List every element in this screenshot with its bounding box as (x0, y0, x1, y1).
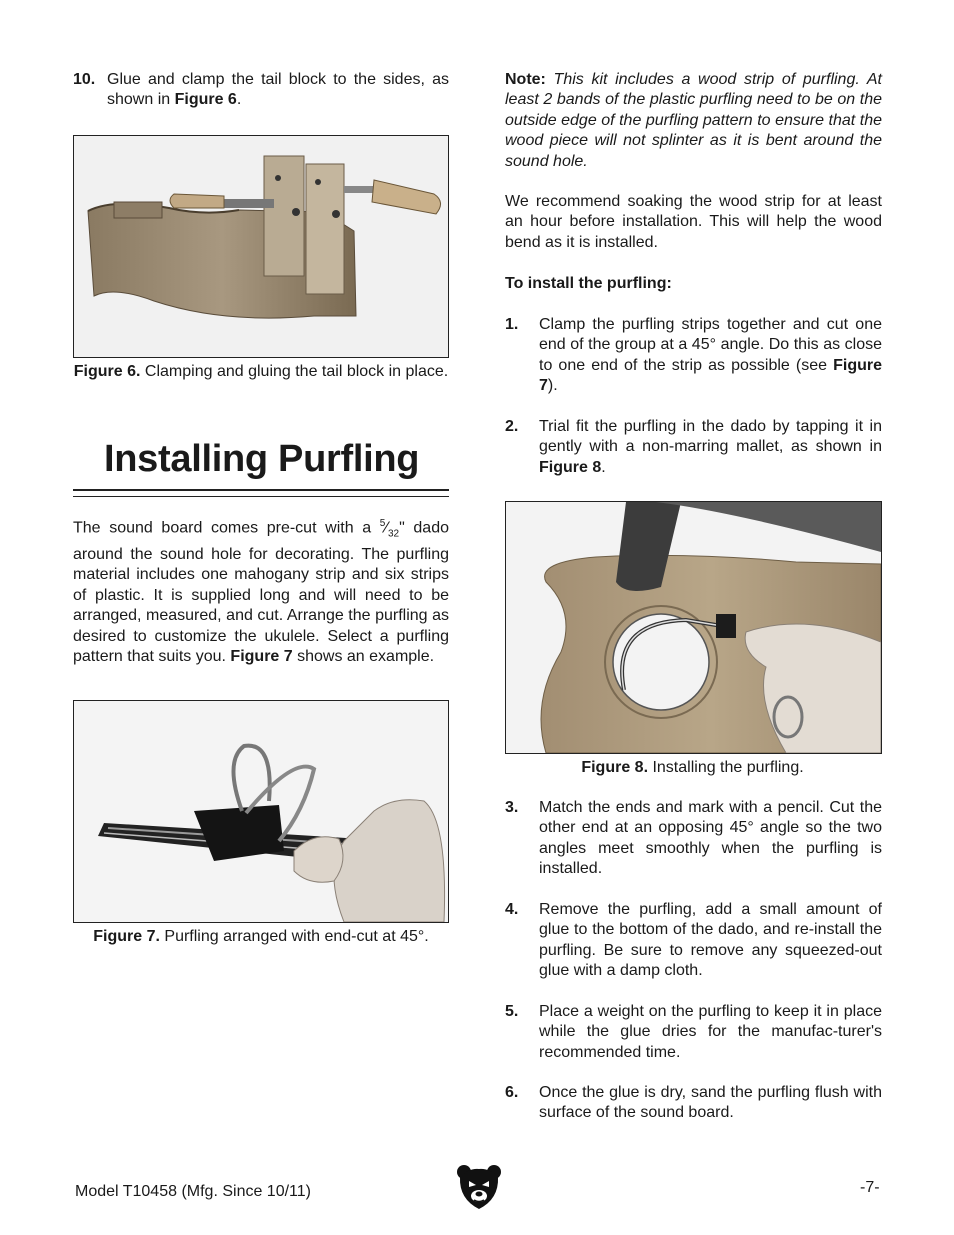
footer-page-number: -7- (860, 1179, 880, 1196)
step-text: Remove the purfling, add a small amount of glue to the bottom of the dado, and re-install the purfling. Be sure to remove any squeezed-out glue with a damp cloth. (539, 901, 882, 980)
step-number: 3. (505, 799, 519, 816)
intro-paragraph: The sound board comes pre-cut with a $^5⁄_{32}$" dado around the sound hole for decorating. The purfling material includes one mahogany strip and six strips of plastic. It is supplied long and will need to be arranged, measured, and cut. Arrange the purfling as desired to customize the ukulele. Select a purfling pattern that suits you. Figure 7 shows an example. (73, 518, 449, 665)
figure-6-caption: Figure 6. Clamping and gluing the tail block in place. (73, 363, 449, 380)
step-number: 2. (505, 418, 519, 435)
figure-label: Figure 6. (73, 363, 141, 380)
step-number: 5. (505, 1003, 519, 1020)
step-number: 6. (505, 1084, 519, 1101)
step-text: Place a weight on the purfling to keep it in place while the glue dries for the manufac-turer's recommended time. (539, 1003, 882, 1061)
figure-label: Figure 7. (93, 928, 160, 945)
figure-reference: Figure 6 (174, 91, 237, 109)
figure-reference: Figure 8 (539, 458, 602, 476)
fraction-denominator: 32 (387, 528, 400, 540)
step-number: 10. (73, 71, 96, 88)
title-bottom-rule (73, 496, 449, 497)
step-2 (505, 417, 882, 479)
step-6 (505, 1083, 882, 1125)
figure-reference: Figure 7 (539, 356, 882, 395)
step-text: Clamp the purfling strips together and cut one end of the group at a 45° angle. Do this as close to one end of the strip as possible (see Figure 7). (539, 316, 882, 395)
step-text: Once the glue is dry, sand the purfling flush with surface of the sound board. (539, 1084, 882, 1122)
step-text: Trial fit the purfling in the dado by tapping it in gently with a non-marring mallet, as shown in Figure 8. (539, 418, 882, 476)
step-number: 4. (505, 901, 519, 918)
figure-8-photo (505, 501, 882, 754)
step-3 (505, 798, 882, 880)
step-number: 1. (505, 316, 519, 333)
section-title: Installing Purfling (104, 438, 420, 480)
note-label: Note: (505, 71, 546, 88)
title-top-rule (73, 489, 449, 491)
figure-6-photo (73, 135, 449, 358)
fraction-numerator: 5 (379, 518, 386, 529)
figure-reference: Figure 7 (230, 647, 293, 665)
bear-head-logo-icon (455, 1163, 503, 1211)
purfling-clip-illustration (74, 701, 448, 922)
note-paragraph: Note: This kit includes a wood strip of purfling. At least 2 bands of the plastic purfling need to be on the outside edge of the purfling pattern to ensure that the wood piece will not splinter as it is bent around the sound hole. (505, 71, 882, 170)
purfling-install-illustration (506, 502, 881, 753)
figure-8-caption: Figure 8. Installing the purfling. (581, 759, 804, 776)
step-4 (505, 900, 882, 982)
step-1 (505, 315, 882, 397)
step-text: Match the ends and mark with a pencil. Cut the other end at an opposing 45° angle so the two angles meet smoothly when the purfling is installed. (539, 799, 882, 878)
step-text: Glue and clamp the tail block to the sides, as shown in Figure 6. (107, 71, 449, 109)
step-5 (505, 1002, 882, 1064)
figure-7-caption: Figure 7. Purfling arranged with end-cut at 45°. (93, 928, 429, 945)
footer-model: Model T10458 (Mfg. Since 10/11) (75, 1183, 311, 1200)
procedure-heading: To install the purfling: (505, 275, 672, 292)
step-10 (73, 70, 449, 112)
figure-7-photo (73, 700, 449, 923)
figure-label: Figure 8. (581, 759, 649, 776)
recommend-paragraph: We recommend soaking the wood strip for at least an hour before installation. This will help the wood bend as it is installed. (505, 193, 882, 251)
tail-block-clamp-illustration (74, 136, 448, 357)
